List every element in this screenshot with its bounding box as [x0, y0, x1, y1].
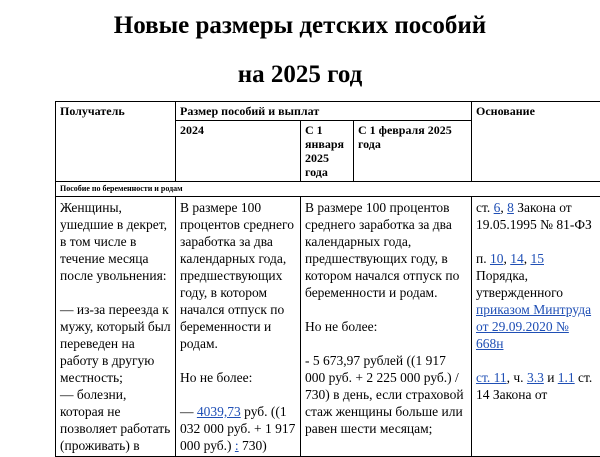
cell-basis	[472, 197, 600, 457]
amount-2024-colon-link[interactable]: :	[235, 438, 239, 453]
amount-2024-after: руб. ((1 032 000 руб. + 1 917 000 руб.)	[180, 404, 295, 453]
basis-order-text: Порядка, утвержденного	[476, 268, 563, 300]
basis-link-p15[interactable]: 15	[530, 251, 544, 266]
header-from-jan-2025: С 1 января 2025 года	[301, 121, 354, 182]
cell-2024	[176, 197, 301, 457]
basis-art14-text: ст. 14	[476, 370, 592, 402]
section-label: Пособие по беременности и родам	[56, 182, 600, 197]
basis-link-art11[interactable]: ст. 11	[476, 370, 507, 385]
basis-comma3: ,	[524, 251, 527, 266]
basis-comma1: ,	[500, 200, 503, 215]
header-recipient: Получатель	[56, 102, 176, 182]
basis-part-text: , ч.	[507, 370, 524, 385]
basis-link-p14[interactable]: 14	[510, 251, 524, 266]
basis-prefix: ст.	[476, 200, 490, 215]
basis-link-1-1[interactable]: 1.1	[558, 370, 575, 385]
page-subtitle: на 2025 год	[0, 61, 600, 89]
amount-2024-end: 730)	[242, 438, 267, 453]
basis-order-link[interactable]: приказом Минтруда от 29.09.2020 № 668н	[476, 302, 591, 351]
basis-link-art8[interactable]: 8	[507, 200, 514, 215]
amount-2025-text: В размере 100 процентов среднего заработка за два календарных года, предшествующих году, в котором начался отпуск по беременности и родам. Но не более: - 5 673,97 рублей ((1 917 000 руб. + 2 225 000 руб.) / 730) в день, если страховой стаж женщины больше или равен шести месяцам;	[305, 199, 467, 437]
header-from-feb-2025: С 1 февраля 2025 года	[354, 121, 472, 182]
recipient-text: Женщины, ушедшие в декрет, в том числе в течение месяца после увольнения: — из-за переезда к мужу, который был переведен на работу в другую местность; — болезни, которая не позволяет работать (проживать) в	[60, 199, 171, 454]
basis-and-text: и	[547, 370, 554, 385]
basis-comma2: ,	[503, 251, 506, 266]
basis-p-prefix: п.	[476, 251, 487, 266]
basis-law1: Закона от 19.05.1995 № 81-ФЗ	[476, 200, 592, 232]
header-year-2024: 2024	[176, 121, 301, 182]
section-row	[56, 182, 600, 197]
basis-law2: Закона от	[493, 387, 547, 402]
table-row	[56, 197, 600, 457]
cell-recipient	[56, 197, 176, 457]
basis-link-3-3[interactable]: 3.3	[527, 370, 544, 385]
basis-link-art6[interactable]: 6	[494, 200, 501, 215]
amount-2024-text: В размере 100 процентов среднего заработка за два календарных года, предшествующих году, в котором начался отпуск по беременности и родам. Но не более: —	[180, 200, 294, 419]
basis-link-p10[interactable]: 10	[490, 251, 504, 266]
page-title: Новые размеры детских пособий	[0, 12, 600, 40]
table-header-row	[56, 102, 600, 121]
header-amount-group: Размер пособий и выплат	[176, 102, 472, 121]
benefits-table	[55, 101, 600, 457]
header-basis: Основание	[472, 102, 600, 182]
cell-2025	[301, 197, 472, 457]
amount-2024-link[interactable]: 4039,73	[197, 404, 241, 419]
